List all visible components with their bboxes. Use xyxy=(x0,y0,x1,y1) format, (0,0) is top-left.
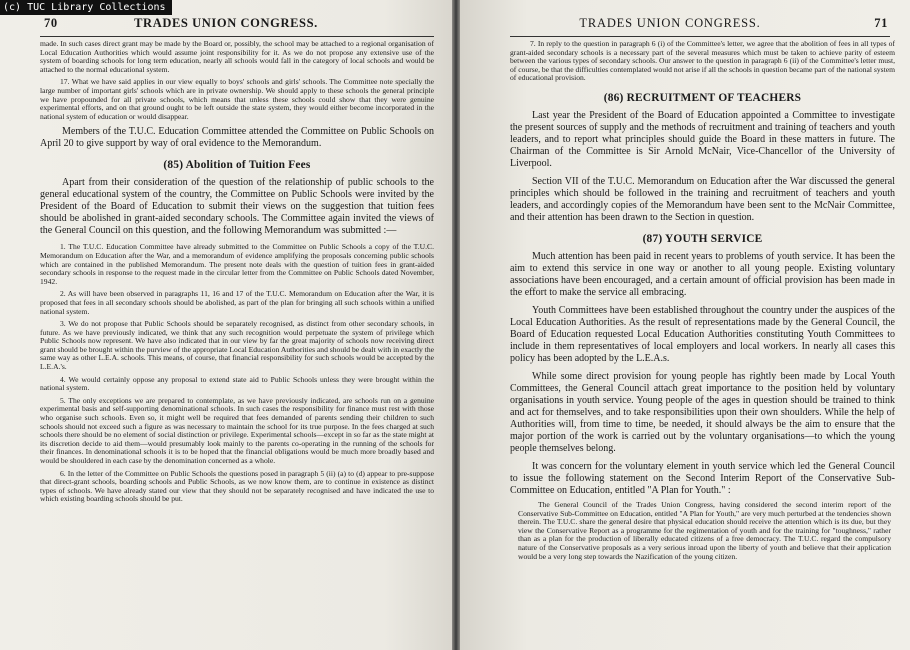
members-paragraph: Members of the T.U.C. Education Committee attended the Committee on Public Schools on April 20 to give support by way of oral evidence to the Memorandum. xyxy=(40,126,434,150)
memo-item: 7. In reply to the question in paragraph 6 (i) of the Committee's letter, we agree that the abolition of fees in all types of grant-aided secondary schools is a necessary part of the several measures which must be taken to achieve parity of esteem between the various types of secondary schools. Our answer to the question in paragraph 6 (ii) of the Committee's letter must, of course, be that the difficulties contemplated would not arise if all the schools in question became part of the national system of educational provision. xyxy=(510,39,895,83)
memo-item: 6. In the letter of the Committee on Public Schools the questions posed in paragraph 5 (ii) (a) to (d) appear to pre-suppose that direct-grant schools, boarding schools and Public Schools, as we now know them, are to continue in existence as distinct types of schools. We have already stated our view that they should not be separately recognised and have indicated the use to which existing boarding schools should be put. xyxy=(40,468,434,504)
memo-item: 5. The only exceptions we are prepared to contemplate, as we have previously indicated, are schools run on a genuine experimental basis and self-supporting denominational schools. In such cases the responsibility for finance must rest with those who organise such schools. Even so, it might well be required that fees demanded of parents sending their children to such schools should not exceed such a figure as was necessary to maintain the school for its true purpose. In the fees charged at such schools there should be no element of social distinction or privilege. Experimental schools—except in so far as the state might at its discretion decide to aid them—would presumably look mainly to the parents co-operating in the running of the schools for their finances. In denominational schools it is to be hoped that the financial obligations would be much more broadly based and would be shouldered in each case by the denomination concerned as a whole. xyxy=(40,395,434,465)
quoted-statement: The General Council of the Trades Union Congress, having considered the second interim report of the Conservative Sub-Committee on Education, entitled "A Plan for Youth," are very much perturbed at the tendencies shown therein. The T.U.C. share the general desire that physical education should receive the attention which is its due, but they view the Conservative Report as a programme for the regimentation of youth and for the training for "toughness," rather than as a plan for the production of liberally educated citizens of a free democracy. The T.U.C. regard the compulsory nature of the Conservative proposals as a very serious inroad upon the liberty of youth and believe that their application would be a very long step towards the Nazification of the young citizen. xyxy=(518,499,891,561)
copyright-watermark: (c) TUC Library Collections xyxy=(0,0,172,15)
paragraph: While some direct provision for young people has rightly been made by Local Youth Committees, the General Council attach great importance to the position held by voluntary organisations in youth service. Young people of the ages in question should be trained to think and act for themselves, and to take responsibilities upon their own shoulders. While the help of Authorities will, from time to time, be needed, it should always be the aim to ensure that the major portion of the work is carried out by the voluntary organisations—to which the young people themselves belong. xyxy=(510,370,895,454)
left-running-title: TRADES UNION CONGRESS. xyxy=(134,16,318,30)
paragraph: made. In such cases direct grant may be made by the Board or, possibly, the school may be attached to a regional organisation of Local Education Authorities which would assume joint responsibility for it. As we do not propose any extensive use of the system of boarding schools for long term education, nearly all schools would fall in the category of local schools and would be attached to the normal educational system. xyxy=(40,39,434,74)
section-heading-87: (87) YOUTH SERVICE xyxy=(642,232,763,245)
memo-item: 3. We do not propose that Public Schools should be separately recognised, as distinct from other secondary schools, in future. As we have previously indicated, we think that any such recognition would perpetuate the system of privilege which Public Schools now represent. We have also indicated that in our view by far the great majority of schools now receiving direct grant should be brought within the purview of the appropriate Local Education Authorities and should be dealt with in exactly the same way as other L.E.A. schools. This means, of course, that financial responsibility for such schools would be accepted by the L.E.A.'s. xyxy=(40,319,434,372)
book-gutter xyxy=(452,0,460,650)
paragraph: It was concern for the voluntary element in youth service which led the General Council to issue the following statement on the Second Interim Report of the Conservative Sub-Committee on Education, entitled "A Plan for Youth." : xyxy=(510,460,895,496)
left-page-number: 70 xyxy=(44,16,58,30)
paragraph: 17. What we have said applies in our view equally to boys' schools and girls' schools. The Committee note specially the large number of important girls' schools which are in private ownership. We should apply to these schools the general principle we have propounded for all private schools, which means that unless these schools could show that they were genuine experimental efforts, and on that ground ought to be left outside the state system, they would either become incorporated in the national system of education or would disappear. xyxy=(40,77,434,121)
paragraph: Last year the President of the Board of Education appointed a Committee to investigate the present sources of supply and the methods of recruitment and training of teachers and youth leaders, and to report what principles should guide the Board in these matters in future. The Chairman of the Committee is Sir Arnold McNair, Vice-Chancellor of the University of Liverpool. xyxy=(510,109,895,169)
left-page xyxy=(0,0,452,650)
section-heading-85: (85) Abolition of Tuition Fees xyxy=(163,159,311,172)
paragraph: Section VII of the T.U.C. Memorandum on Education after the War discussed the general principles which should be followed in the training and recruitment of teachers and youth leaders, and accordingly copies of the Memorandum have been sent to the McNair Committee, and their attention has been drawn to the Section in question. xyxy=(510,175,895,223)
section-heading-86: (86) RECRUITMENT OF TEACHERS xyxy=(603,91,802,104)
right-page xyxy=(460,0,910,650)
right-header-rule xyxy=(510,36,890,37)
right-page-number: 71 xyxy=(874,16,888,30)
paragraph: Youth Committees have been established throughout the country under the auspices of the Local Education Authorities. As the result of representations made by the General Council, the Board of Education requested Local Education Authorities constituting Youth Committees to include in them representatives of local employers and local workers. In nearly all cases this policy has been adopted by the L.E.A.s. xyxy=(510,304,895,364)
memo-item: 4. We would certainly oppose any proposal to extend state aid to Public Schools unless they were brought within the national system. xyxy=(40,374,434,393)
intro-paragraph: Apart from their consideration of the question of the relationship of public schools to the general educational system of the country, the Committee on Public Schools were invited by the President of the Board of Education to submit their views on the suggestion that tuition fees should be abolished in grant-aided secondary schools. The Committee again invited the views of the General Council on this question, and the following Memorandum was submitted :— xyxy=(40,177,434,237)
memo-item: 1. The T.U.C. Education Committee have already submitted to the Committee on Public Schools a copy of the T.U.C. Memorandum on Education after the War, and a memorandum of evidence amplifying the proposals concerning public schools which are contained in the published Memorandum. The present note deals with the question of tuition fees in grant-aided secondary schools in response to the request made in the circular letter from the Committee on Public Schools dated November, 1942. xyxy=(40,242,434,286)
left-text-column xyxy=(40,40,434,504)
memo-item: 2. As will have been observed in paragraphs 11, 16 and 17 of the T.U.C. Memorandum on Education after the War, it is proposed that fees in all secondary schools should be abolished, as part of the plan for bringing all such schools within a unified national system. xyxy=(40,289,434,316)
paragraph: Much attention has been paid in recent years to problems of youth service. It has been the aim to extend this service in one way or another to all young people. Existing voluntary associations have been encouraged, and a certain amount of official provision has been made in the effort to make the service all embracing. xyxy=(510,250,895,298)
right-text-column xyxy=(510,40,895,561)
right-running-title: TRADES UNION CONGRESS. xyxy=(579,16,761,30)
left-header-rule xyxy=(40,36,434,37)
